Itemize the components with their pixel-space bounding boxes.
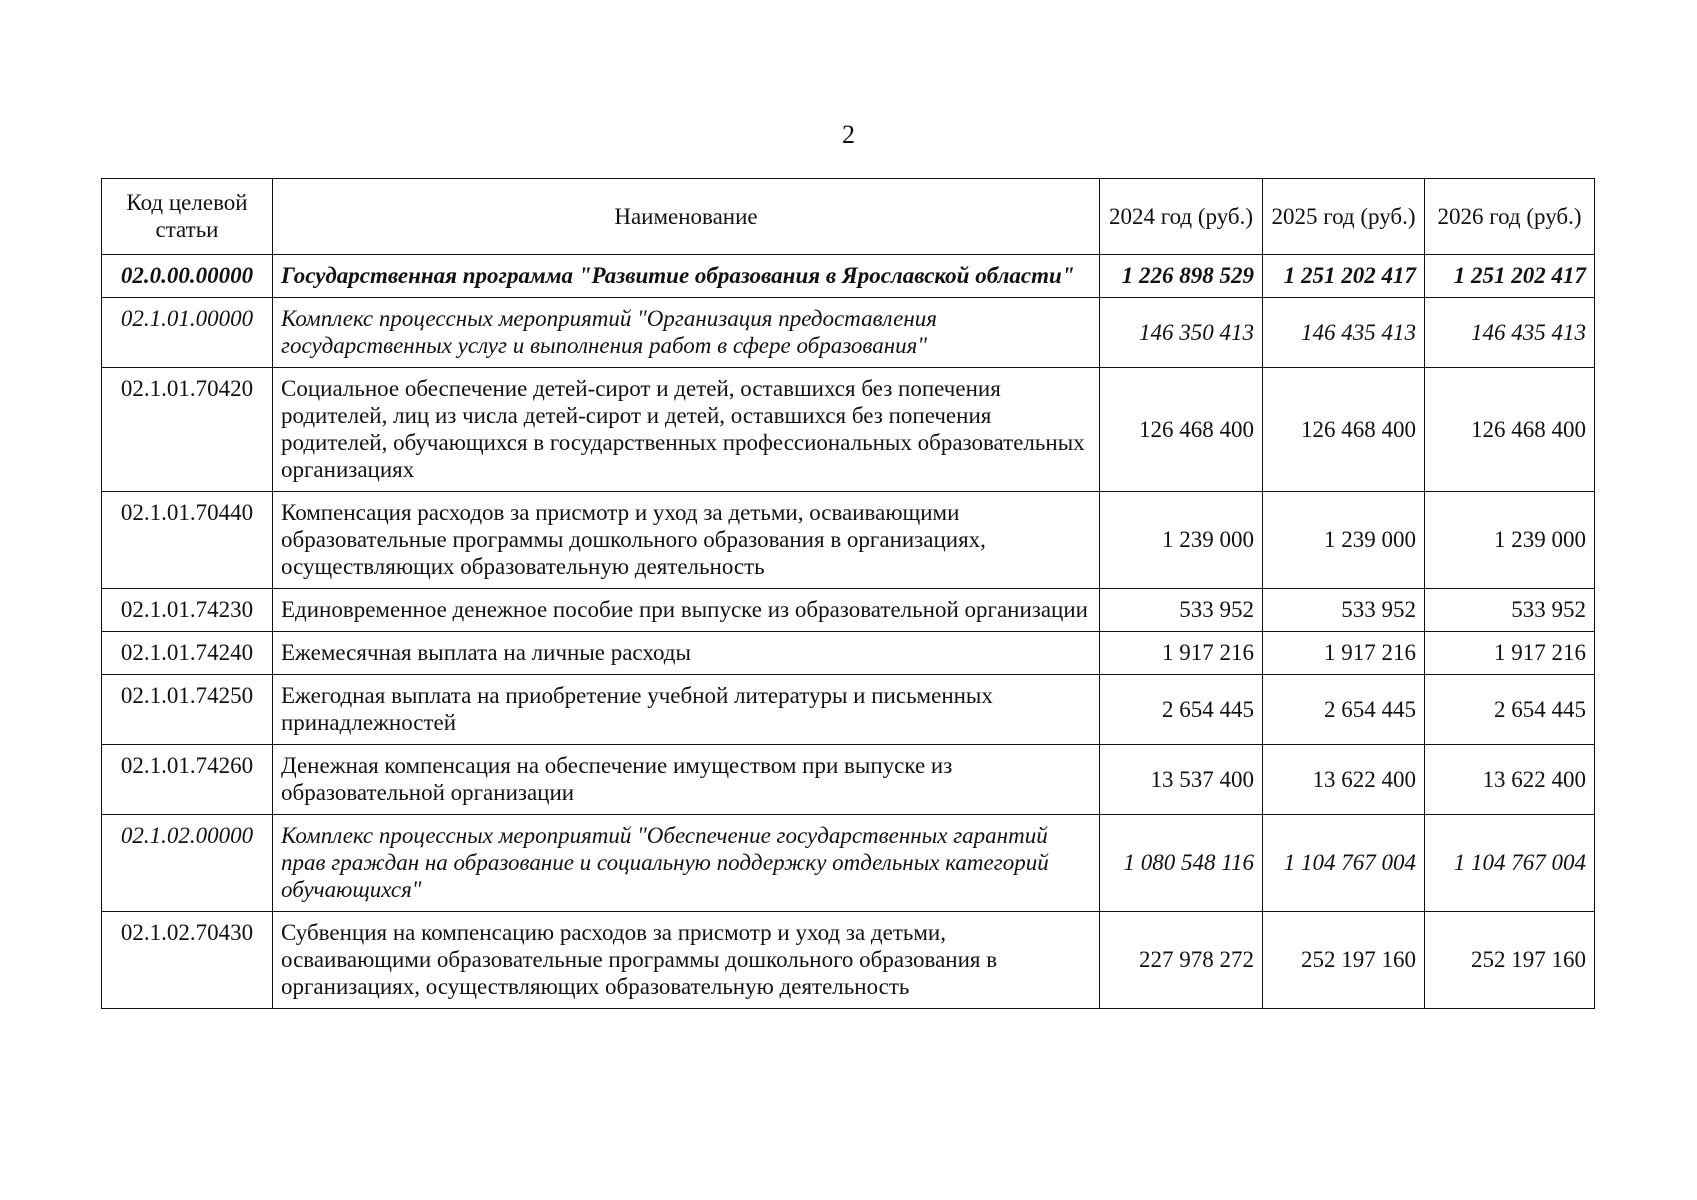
row-name: Комплекс процессных мероприятий "Обеспечение государственных гарантий прав граждан на образование и социальную поддержку отдельных категорий обучающихся" [273,815,1100,912]
table-row [102,675,1595,745]
budget-table [101,178,1595,1009]
row-value-2026: 126 468 400 [1425,368,1595,492]
row-value-2025: 1 104 767 004 [1263,815,1425,912]
row-value-2024: 126 468 400 [1100,368,1263,492]
row-value-2024: 533 952 [1100,589,1263,632]
row-value-2026: 2 654 445 [1425,675,1595,745]
table-header-row [102,179,1595,255]
row-value-2025: 1 251 202 417 [1263,255,1425,298]
row-value-2025: 146 435 413 [1263,298,1425,368]
page-number: 2 [842,120,855,149]
table-row [102,298,1595,368]
row-value-2026: 1 251 202 417 [1425,255,1595,298]
row-name: Субвенция на компенсацию расходов за присмотр и уход за детьми, осваивающими образовательные программы дошкольного образования в организациях, осуществляющих образовательную деятельность [273,912,1100,1009]
row-value-2025: 252 197 160 [1263,912,1425,1009]
row-value-2025: 2 654 445 [1263,675,1425,745]
row-name: Комплекс процессных мероприятий "Организация предоставления государственных услуг и выполнения работ в сфере образования" [273,298,1100,368]
row-value-2026: 13 622 400 [1425,745,1595,815]
row-code: 02.1.01.70440 [102,492,273,589]
row-value-2025: 1 917 216 [1263,632,1425,675]
row-name: Денежная компенсация на обеспечение имуществом при выпуске из образовательной организации [273,745,1100,815]
row-name: Единовременное денежное пособие при выпуске из образовательной организации [273,589,1100,632]
row-value-2026: 252 197 160 [1425,912,1595,1009]
row-name: Ежемесячная выплата на личные расходы [273,632,1100,675]
row-value-2026: 146 435 413 [1425,298,1595,368]
row-value-2026: 1 917 216 [1425,632,1595,675]
row-value-2026: 533 952 [1425,589,1595,632]
row-name: Государственная программа "Развитие образования в Ярославской области" [273,255,1100,298]
row-name: Компенсация расходов за присмотр и уход за детьми, осваивающими образовательные программы дошкольного образования в организациях, осуществляющих образовательную деятельность [273,492,1100,589]
table-row [102,492,1595,589]
header-name: Наименование [273,179,1100,255]
table-row [102,815,1595,912]
row-code: 02.1.01.74260 [102,745,273,815]
header-2024: 2024 год (руб.) [1100,179,1263,255]
row-code: 02.1.01.00000 [102,298,273,368]
row-value-2024: 1 239 000 [1100,492,1263,589]
row-value-2024: 1 080 548 116 [1100,815,1263,912]
row-value-2024: 13 537 400 [1100,745,1263,815]
row-value-2024: 1 917 216 [1100,632,1263,675]
row-value-2024: 146 350 413 [1100,298,1263,368]
row-code: 02.1.01.74250 [102,675,273,745]
table-row [102,368,1595,492]
table-row [102,745,1595,815]
row-code: 02.1.02.00000 [102,815,273,912]
row-value-2025: 1 239 000 [1263,492,1425,589]
row-name: Социальное обеспечение детей-сирот и детей, оставшихся без попечения родителей, лиц из числа детей-сирот и детей, оставшихся без попечения родителей, обучающихся в государственных профессиональных образовательных организациях [273,368,1100,492]
row-name: Ежегодная выплата на приобретение учебной литературы и письменных принадлежностей [273,675,1100,745]
header-2026: 2026 год (руб.) [1425,179,1595,255]
table-row [102,589,1595,632]
row-code: 02.0.00.00000 [102,255,273,298]
row-value-2025: 533 952 [1263,589,1425,632]
row-value-2026: 1 239 000 [1425,492,1595,589]
row-value-2026: 1 104 767 004 [1425,815,1595,912]
row-value-2024: 1 226 898 529 [1100,255,1263,298]
row-value-2024: 2 654 445 [1100,675,1263,745]
row-value-2024: 227 978 272 [1100,912,1263,1009]
table-row [102,912,1595,1009]
row-code: 02.1.01.74230 [102,589,273,632]
table-row [102,632,1595,675]
header-2025: 2025 год (руб.) [1263,179,1425,255]
row-code: 02.1.02.70430 [102,912,273,1009]
header-code: Код целевой статьи [102,179,273,255]
table-row [102,255,1595,298]
row-code: 02.1.01.70420 [102,368,273,492]
row-code: 02.1.01.74240 [102,632,273,675]
row-value-2025: 126 468 400 [1263,368,1425,492]
row-value-2025: 13 622 400 [1263,745,1425,815]
